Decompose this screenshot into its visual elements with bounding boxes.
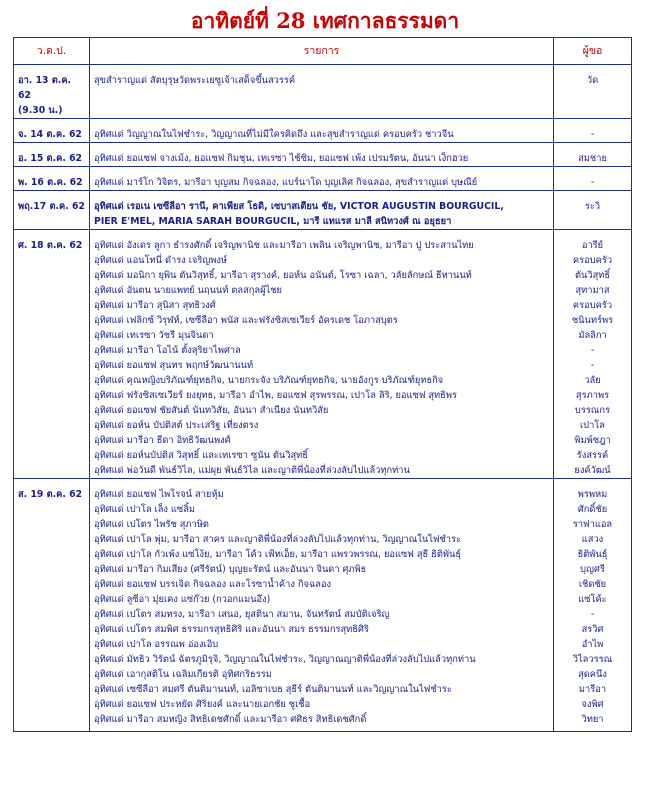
gap-cell: [14, 143, 90, 152]
requester-cell-line: มัลลิกา: [578, 330, 607, 341]
requester-cell-line: ยงค์วัฒน์: [574, 465, 611, 476]
requester-cell-line: อำไพ: [581, 639, 604, 650]
gap-cell: [554, 65, 632, 74]
requester-cell-line: แซ่โค้ะ: [578, 594, 607, 605]
table-row: [14, 73, 632, 119]
intention-cell-line: อุทิศแด่ พ่อวันดี พันธ์วิไล, แม่ผุย พันธ์วิไล และญาติพี่น้องที่ล่วงลับไปแล้วทุกท่าน: [94, 465, 410, 476]
intention-cell-line: อุทิศแด่ วิญญาณในไฟชำระ, วิญญาณที่ไม่มีใครคิดถึง และสุขสำราญแด่ ครอบครัว ชาวจีน: [94, 129, 454, 140]
intention-cell-line: อุทิศแด่ เปโตร สมพิศ ธรรมกรสุทธิศิริ และอันนา สมร ธรรมกรสุทธิศิริ: [94, 624, 369, 635]
requester-cell-line: -: [590, 345, 595, 356]
requester-cell-line: จงพิศ: [581, 699, 604, 710]
requester-cell: [554, 175, 632, 191]
requester-cell: [554, 238, 632, 479]
table-row: [14, 151, 632, 167]
intention-cell-line: สุขสำราญแด่ สัตบุรุษวัดพระเยซูเจ้าเสด็จขึ้นสวรรค์: [94, 75, 296, 86]
intention-cell-line: อุทิศแด่ เปาโล พุ่ม, มารีอา สาคร และญาติพี่น้องที่ล่วงลับไปแล้วทุกท่าน, วิญญาณในไฟชำระ: [94, 534, 461, 545]
page-title: อาทิตย์ที่ 28 เทศกาลธรรมดา: [190, 8, 460, 33]
requester-cell: [554, 127, 632, 143]
intention-cell-line: อุทิศแด่ มัทธิว วิรัตน์ ฉัตรภูมิรุจิ, วิญญาณในไฟชำระ, วิญญาณญาติพี่น้องที่ล่วงลับไปแล้วทุกท่าน: [94, 654, 476, 665]
requester-cell-line: -: [590, 609, 595, 620]
gap-cell: [554, 230, 632, 239]
header-items: รายการ: [90, 38, 554, 65]
gap-cell: [554, 479, 632, 488]
requester-cell-line: สุดคนึง: [578, 669, 607, 680]
header-date: ว.ด.ป.: [14, 38, 90, 65]
header-requester: ผู้ขอ: [554, 38, 632, 65]
table-row: [14, 199, 632, 230]
intention-cell-line: อุทิศแด่ ยอแซฟ จางเม้ง, ยอแซฟ กิมชุน, เทเรซา ไช้ซิม, ยอแซฟ เพ้ง เปรมรัตน, อันนา เง็กฮวย: [94, 153, 469, 164]
requester-cell-line: วิไลวรรณ: [572, 654, 613, 665]
requester-cell-line: เปาโล: [580, 420, 605, 431]
requester-cell-line: ศักดิ์ชัย: [577, 504, 608, 515]
table-row: [14, 127, 632, 143]
intention-cell-line: อุทิศแด่ มอนิกา ยุพิน ตันวิสุทธิ์, มารีอา สุรางค์, ยอห์น อนันต์, โรซา เฉลา, วลัยลักษณ์ ธีหานนท์: [94, 270, 472, 281]
gap-cell: [14, 230, 90, 239]
gap-cell: [14, 191, 90, 200]
intention-cell: [90, 73, 554, 119]
requester-cell-line: แสวง: [581, 534, 604, 545]
requester-cell-line: สุทามาส: [575, 285, 610, 296]
intention-cell-line: อุทิศแด่ มาร์โก วิจิตร, มารีอา บุญสม กิจฉลอง, แบร์นาโด บุญเลิศ กิจฉลอง, สุขสำราญแด่ บุษณีย์: [94, 177, 478, 188]
table-body: [14, 65, 632, 732]
intention-cell-line: อุทิศแด่ เอากุสติโน เฉลิมเกียรติ อุทิศกริธรรม: [94, 669, 272, 680]
intention-cell: [90, 175, 554, 191]
gap-cell: [90, 191, 554, 200]
requester-cell-line: รังสรรค์: [576, 450, 609, 461]
gap-cell: [90, 230, 554, 239]
gap-cell: [14, 65, 90, 74]
row-gap: [14, 191, 632, 200]
requester-cell-line: -: [590, 360, 595, 371]
gap-cell: [90, 65, 554, 74]
intention-cell-line: อุทิศแด่ เปาโล กัวเพ้ง แซ่โง้ย, มารีอา โค้ว เฟ้ทเอ็ย, มารีอา แพรวพรรณ, ยอแซฟ สุธี ธิติพันธุ์: [94, 549, 462, 560]
date-cell-line: พ. 16 ต.ค. 62: [18, 177, 83, 188]
date-cell-line: ส. 19 ต.ค. 62: [18, 489, 83, 500]
row-gap: [14, 65, 632, 74]
intention-cell-line: อุทิศแด่ ยอแซฟ สุนทร พฤกษ์วัฒนานนท์: [94, 360, 254, 371]
date-cell-line: (9.30 น.): [18, 105, 63, 116]
requester-cell-line: -: [590, 177, 595, 188]
intention-cell-line: อุทิศแด่ ยอแซฟ ประหยัด ศิริยงค์ และนายเอกชัย ชูเชื้อ: [94, 699, 311, 710]
date-cell: [14, 238, 90, 479]
intention-cell-line: อุทิศแด่ เซซีลีอา สมศรี ตันติมานนท์, เอลิซาเบธ สุธีร์ ตันติมานนท์ และวิญญาณในไฟชำระ: [94, 684, 452, 695]
date-cell-line: อา. 13 ต.ค. 62: [18, 75, 72, 101]
end-cell: [554, 727, 632, 732]
intention-cell-line: อุทิศแด่ ยอห์น บัปติสต์ ประเสริฐ เที่ยงตรง: [94, 420, 259, 431]
date-cell: [14, 73, 90, 119]
intention-cell-line: อุทิศแด่ มารีอา สุนิสา สุทธิวงศ์: [94, 300, 216, 311]
gap-cell: [554, 191, 632, 200]
intention-cell-line: อุทิศแด่ เปโตร ไพรัช สุภาษิต: [94, 519, 209, 530]
requester-cell-line: พรพหม: [577, 489, 608, 500]
row-gap: [14, 119, 632, 128]
requester-cell-line: -: [590, 129, 595, 140]
intention-cell-line: อุทิศแด่ แอนโทนี่ ดำรง เจริญพงษ์: [94, 255, 228, 266]
gap-cell: [554, 119, 632, 128]
gap-cell: [554, 167, 632, 176]
intention-cell-line: อุทิศแด่ เปาโล เล็ง แซ่ลิ้ม: [94, 504, 196, 515]
requester-cell-line: ตันวิสุทธิ์: [574, 270, 611, 281]
requester-cell-line: วลัย: [584, 375, 601, 386]
date-cell: [14, 151, 90, 167]
gap-cell: [90, 143, 554, 152]
intention-cell: [90, 487, 554, 727]
end-cell: [90, 727, 554, 732]
requester-cell-line: ระวิ: [584, 201, 601, 212]
date-cell: [14, 199, 90, 230]
date-cell: [14, 127, 90, 143]
date-cell-line: อ. 15 ต.ค. 62: [18, 153, 83, 164]
intention-cell-line: อุทิศแด่ ยอแซฟ ชัยสันต์ นันทวิสัย, อันนา สำเนียง นันทวิสัย: [94, 405, 329, 416]
requester-cell-line: ธิติพันธุ์: [577, 549, 608, 560]
intention-cell: [90, 238, 554, 479]
gap-cell: [14, 119, 90, 128]
requester-cell-line: ครอบครัว: [572, 255, 613, 266]
intention-cell-line: อุทิศแด่ อันตน นายแพทย์ นฤนนท์ ตลสกุลผู้ไชย: [94, 285, 282, 296]
requester-cell-line: บุญศรี: [580, 564, 605, 575]
requester-cell-line: วิทยา: [581, 714, 604, 725]
intention-cell-line: อุทิศแด่ คุณหญิงบริภัณฑ์ยุทธกิจ, นายกระจัง บริภัณฑ์ยุทธกิจ, นายอังกูร บริภัณฑ์ยุทธกิจ: [94, 375, 444, 386]
date-cell-line: จ. 14 ต.ค. 62: [18, 129, 82, 140]
requester-cell-line: วัด: [586, 75, 599, 86]
gap-cell: [14, 167, 90, 176]
intention-cell: [90, 127, 554, 143]
intention-cell-line: อุทิศแด่ มารีอา โอไน้ ตั้งสุริยาไพศาล: [94, 345, 241, 356]
requester-cell-line: ราฟาแอล: [572, 519, 613, 530]
gap-cell: [90, 167, 554, 176]
intention-cell-line: อุทิศแด่ มารีอา กิมเสียง (ศรีรัตน์) บุญยะรัตน์ และอันนา จินดา ศุภพิธ: [94, 564, 367, 575]
end-cell: [14, 727, 90, 732]
gap-cell: [14, 479, 90, 488]
intention-cell-line: อุทิศแด่ มารีอา สมหญิง สิทธิเดชศักดิ์ และมารีอา ศศิธร สิทธิเดชศักดิ์: [94, 714, 367, 725]
requester-cell-line: สรวิศ: [581, 624, 604, 635]
date-cell-line: ศ. 18 ต.ค. 62: [18, 240, 83, 251]
intention-cell-line: อุทิศแด่ อังเดร ลูกา ธำรงศักดิ์ เจริญพานิช และมารีอา เพลิน เจริญพานิช, มารีอา ปู ประสานไทย: [94, 240, 474, 251]
row-gap: [14, 167, 632, 176]
intention-cell-line: อุทิศแด่ เปโตร สมทรง, มารีอา เสนอ, ยุสตินา สมาน, จันทรัตน์ สมบัติเจริญ: [94, 609, 390, 620]
intention-cell-line: อุทิศแด่ ฟรังซิสเซเวียร์ ยงยุทธ, มารีอา อำไพ, ยอแซฟ สุรพรรณ, เปาโล ลิริ, ยอแซฟ สุทธิพร: [94, 390, 457, 401]
row-gap: [14, 143, 632, 152]
intention-cell-line: อุทิศแด่ ยอแซฟ ไพโรจน์ สายหุ้ม: [94, 489, 224, 500]
mass-intentions-table: [13, 37, 632, 732]
intention-cell-line: อุทิศแด่ เฟลิกซ์ วิรุฬห์, เซซีลีอา พนัส และฟรังซิสเซเวียร์ อัครเดช โอภาสบุตร: [94, 315, 398, 326]
intention-cell-line: อุทิศแด่ ยอแซฟ บรรเจิด กิจฉลอง และโรซาน้ำค้าง กิจฉลอง: [94, 579, 332, 590]
intention-cell-line: อุทิศแด่ มารีอา ธีดา อิทธิวัฒนพงศ์: [94, 435, 231, 446]
requester-cell-line: บรรณกร: [574, 405, 611, 416]
date-cell-line: พฤ.17 ต.ค. 62: [18, 201, 85, 212]
row-gap: [14, 479, 632, 488]
requester-cell: [554, 151, 632, 167]
requester-cell: [554, 73, 632, 119]
table-header-row: [14, 38, 632, 65]
intention-cell-line: อุทิศแด่ ลูซีอา มุ่ยเคง แซ่ก๊วย (กวอกแมนอึง): [94, 594, 271, 605]
requester-cell: [554, 487, 632, 727]
table-end: [14, 727, 632, 732]
intention-cell: [90, 151, 554, 167]
requester-cell-line: สมชาย: [578, 153, 607, 164]
gap-cell: [554, 143, 632, 152]
requester-cell-line: ครอบครัว: [572, 300, 613, 311]
date-cell: [14, 487, 90, 727]
date-cell: [14, 175, 90, 191]
row-gap: [14, 230, 632, 239]
table-row: [14, 487, 632, 727]
intention-cell: [90, 199, 554, 230]
table-row: [14, 238, 632, 479]
intention-cell-line: อุทิศแด่ ยอห์นบัปติส วิสุทธิ์ และเทเรซา ซูนัน ตันวิสุทธิ์: [94, 450, 308, 461]
intention-cell-line: PIER E'MEL, MARIA SARAH BOURGUCIL, มารี แทแรส มาลี สนิทวงศ์ ณ อยุธยา: [94, 216, 452, 227]
requester-cell-line: มารีอา: [578, 684, 607, 695]
requester-cell-line: อารีย์: [581, 240, 604, 251]
requester-cell: [554, 199, 632, 230]
table-row: [14, 175, 632, 191]
requester-cell-line: เชิดชัย: [578, 579, 607, 590]
intention-cell-line: อุทิศแด่ เปาโล อรรณพ อ่องเอิบ: [94, 639, 219, 650]
requester-cell-line: ชนินทร์พร: [571, 315, 614, 326]
gap-cell: [90, 479, 554, 488]
intention-cell-line: อุทิศแด่ เทเรซา วัชรี มุนจินดา: [94, 330, 214, 341]
requester-cell-line: พิมพ์ชฎา: [574, 435, 611, 446]
requester-cell-line: สุรภาพร: [575, 390, 610, 401]
intention-cell-line: อุทิศแด่ เรอเน เซซีลีอา รานี, คาเพียส โธดิ, เซบาสเตียน ชัย, VICTOR AUGUSTIN BOURGUCIL,: [94, 201, 504, 212]
gap-cell: [90, 119, 554, 128]
